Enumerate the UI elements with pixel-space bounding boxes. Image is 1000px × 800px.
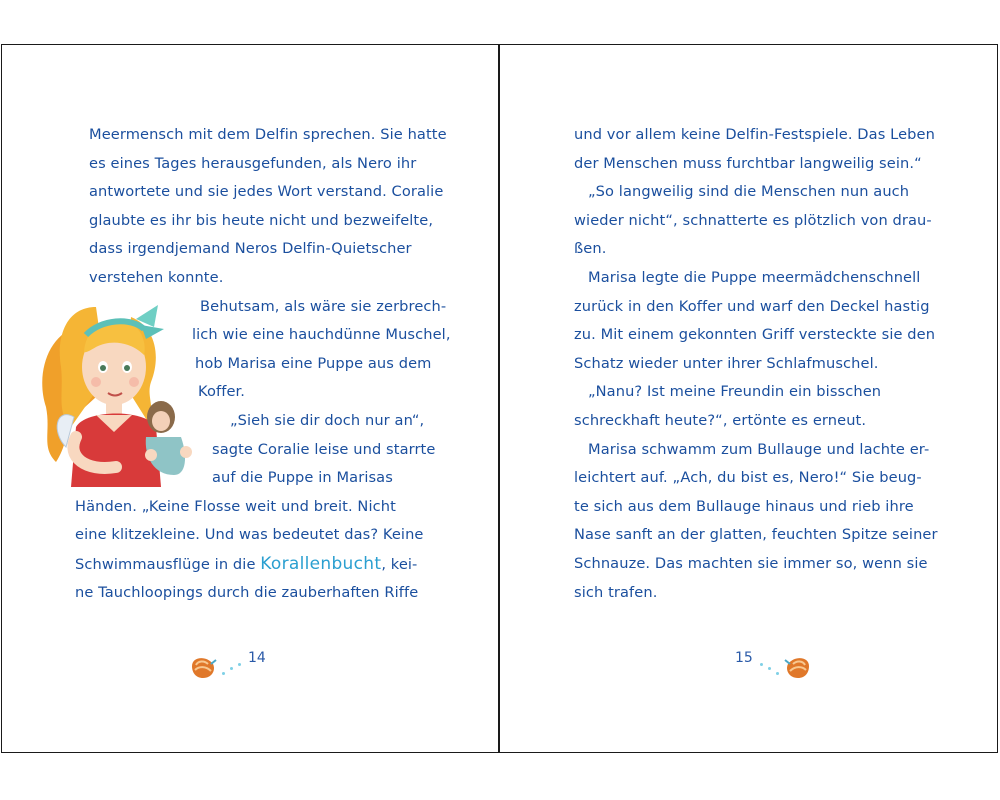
text-line: „Sieh sie dir doch nur an“, xyxy=(230,412,425,429)
text-line: Meermensch mit dem Delfin sprechen. Sie hatte xyxy=(89,126,447,143)
text-line: Händen. „Keine Flosse weit und breit. Nicht xyxy=(75,498,396,515)
text-line: „Nanu? Ist meine Freundin ein bisschen xyxy=(588,383,882,400)
page-number: 14 xyxy=(248,650,266,666)
page-number: 15 xyxy=(735,650,753,666)
highlighted-word: Korallenbucht xyxy=(260,554,382,574)
text-line: verstehen konnte. xyxy=(89,269,224,286)
text-line: der Menschen muss furchtbar langweilig sein.“ xyxy=(574,155,922,172)
text-line: sagte Coralie leise und starrte xyxy=(212,441,436,458)
text-line: leichtert auf. „Ach, du bist es, Nero!“ Sie beug- xyxy=(574,469,922,486)
text-line: dass irgendjemand Neros Delfin-Quietscher xyxy=(89,240,412,257)
text-line: Marisa schwamm zum Bullauge und lachte er- xyxy=(588,441,930,458)
text-span: Schwimmausflüge in die xyxy=(75,556,261,573)
text-line: wieder nicht“, schnatterte es plötzlich von drau- xyxy=(574,212,932,229)
text-line: eine klitzekleine. Und was bedeutet das? Keine xyxy=(75,526,424,543)
text-line: „So langweilig sind die Menschen nun auch xyxy=(588,183,910,200)
text-line: ßen. xyxy=(574,240,607,257)
text-line: es eines Tages herausgefunden, als Nero ihr xyxy=(89,155,417,172)
seashell-icon xyxy=(188,652,218,682)
text-span: , kei- xyxy=(381,556,418,573)
text-line: und vor allem keine Delfin-Festspiele. Das Leben xyxy=(574,126,935,143)
text-line: ne Tauchloopings durch die zauberhaften Riffe xyxy=(75,584,419,601)
text-line: Marisa legte die Puppe meermädchenschnell xyxy=(588,269,921,286)
girl-with-doll-illustration xyxy=(36,297,196,487)
text-line: schreckhaft heute?“, ertönte es erneut. xyxy=(574,412,867,429)
page-gutter xyxy=(498,44,500,753)
text-line: glaubte es ihr bis heute nicht und bezweifelte, xyxy=(89,212,434,229)
text-line: Behutsam, als wäre sie zerbrech- xyxy=(200,298,447,315)
seashell-icon xyxy=(783,652,813,682)
text-line: Schnauze. Das machten sie immer so, wenn sie xyxy=(574,555,928,572)
text-line: antwortete und sie jedes Wort verstand. Coralie xyxy=(89,183,444,200)
text-line: zu. Mit einem gekonnten Griff versteckte sie den xyxy=(574,326,936,343)
text-line: auf die Puppe in Marisas xyxy=(212,469,393,486)
text-line: hob Marisa eine Puppe aus dem xyxy=(195,355,432,372)
text-line: Nase sanft an der glatten, feuchten Spitze seiner xyxy=(574,526,938,543)
text-line: te sich aus dem Bullauge hinaus und rieb ihre xyxy=(574,498,914,515)
text-line: sich trafen. xyxy=(574,584,658,601)
text-line: Koffer. xyxy=(198,383,246,400)
text-line xyxy=(75,554,417,575)
text-line: Schatz wieder unter ihrer Schlafmuschel. xyxy=(574,355,879,372)
text-line: zurück in den Koffer und warf den Deckel hastig xyxy=(574,298,930,315)
text-line: lich wie eine hauchdünne Muschel, xyxy=(192,326,451,343)
